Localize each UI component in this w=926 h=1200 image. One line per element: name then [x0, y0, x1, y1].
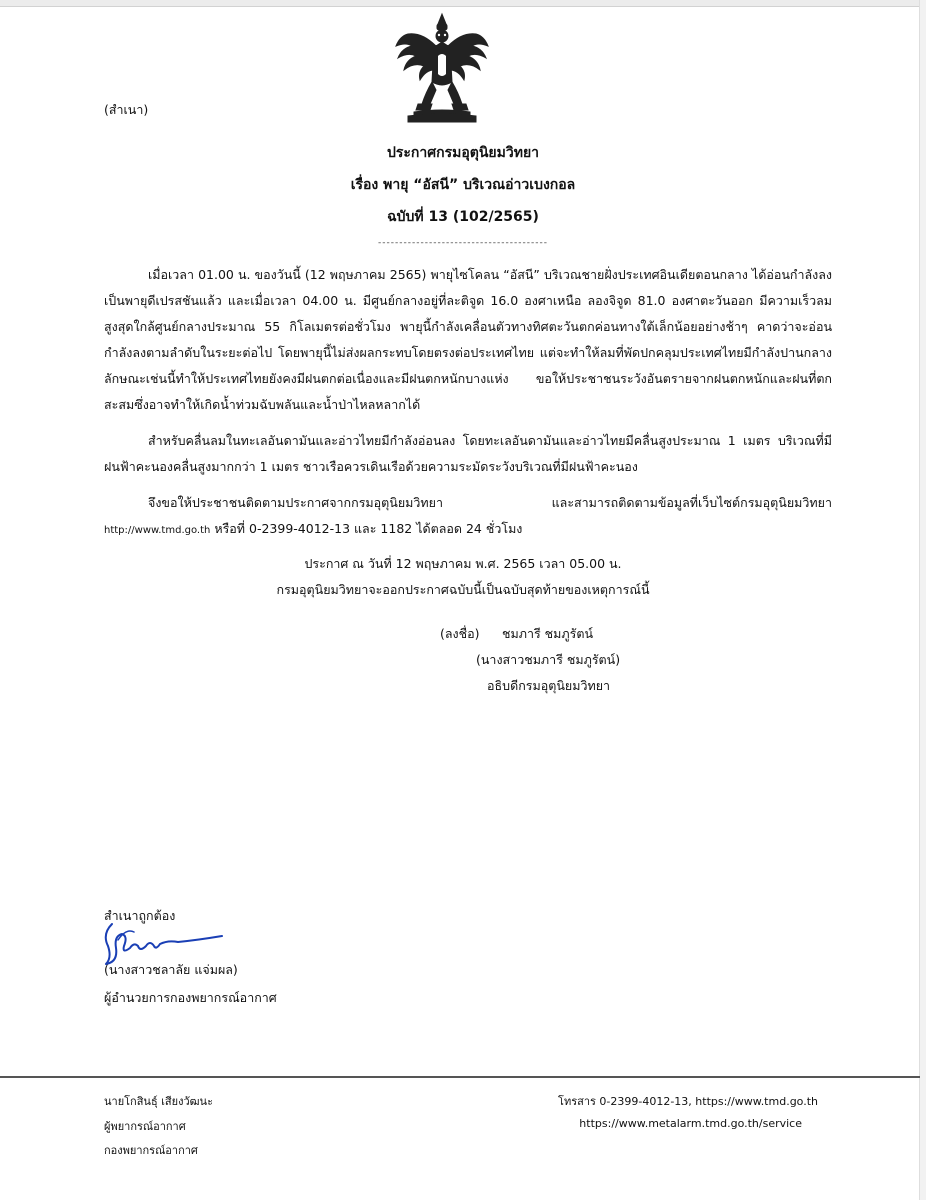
garuda-emblem-icon [392, 12, 492, 124]
signatory-name: ชมภารี ชมภูรัตน์ [502, 626, 594, 641]
tmd-website-link[interactable]: http://www.tmd.go.th [104, 525, 211, 536]
announcement-title: ประกาศกรมอุตุนิยมวิทยา [386, 145, 540, 161]
signatory-position: อธิบดีกรมอุตุนิยมวิทยา [487, 678, 611, 693]
paragraph-storm-status: เมื่อเวลา 01.00 น. ของวันนี้ (12 พฤษภาคม 2565) พายุไซโคลน “อัสนี” บริเวณชายฝั่งประเทศอินเดียตอนกลาง ได้อ่อนกำลังลงเป็นพายุดีเปรสชันแล้ว และเมื่อเวลา 04.00 น. มีศูนย์กลางอยู่ที่ละติจูด 16.0 องศาเหนือ ลองจิจูด 81.0 องศาตะวันออก มีความเร็วลมสูงสุดใกล้ศูนย์กลางประมาณ 55 กิโลเมตรต่อชั่วโมง พายุนี้กำลังเคลื่อนตัวทางทิศตะวันตกค่อนทางใต้เล็กน้อยอย่างช้าๆ คาดว่าจะอ่อนกำลังลงตามลำดับในระยะต่อไป โดยพายุนี้ไม่ส่งผลกระทบโดยตรงต่อประเทศไทย แต่จะทำให้ลมที่พัดปกคลุมประเทศไทยมีกำลังปานกลาง ลักษณะเช่นนี้ทำให้ประเทศไทยยังคงมีฝนตกต่อเนื่องและมีฝนตกหนักบางแห่ง ขอให้ประชาชนระวังอันตรายจากฝนตกหนักและฝนที่ตกสะสมซึ่งอาจทำให้เกิดน้ำท่วมฉับพลันและน้ำป่าไหลหลากได้ [104, 267, 832, 412]
page-top-edge [0, 0, 926, 7]
footer-service-link[interactable]: https://www.metalarm.tmd.go.th/service [579, 1117, 802, 1130]
footer-division: กองพยากรณ์อากาศ [104, 1144, 198, 1157]
footer-forecaster-name: นายโกสินธุ์ เสียงวัฒนะ [104, 1095, 213, 1108]
paragraph-follow-updates [104, 490, 832, 544]
title-separator: ---------------------------------------- [378, 238, 548, 248]
announcement-date: ประกาศ ณ วันที่ 12 พฤษภาคม พ.ศ. 2565 เวลา 05.00 น. [304, 556, 622, 571]
contact-hotline-text: หรือที่ 0-2399-4012-13 และ 1182 ได้ตลอด 24 ชั่วโมง [214, 521, 523, 536]
certifier-position: ผู้อำนวยการกองพยากรณ์อากาศ [104, 990, 277, 1005]
certifier-name: (นางสาวชลาลัย แจ่มผล) [104, 962, 238, 977]
certified-copy-label: สำเนาถูกต้อง [104, 908, 176, 923]
signed-prefix: (ลงชื่อ) [440, 626, 480, 641]
announcement-issue: ฉบับที่ 13 (102/2565) [387, 209, 539, 225]
footer-fax-and-website: โทรสาร 0-2399-4012-13, https://www.tmd.go.th [558, 1095, 818, 1108]
final-issue-note: กรมอุตุนิยมวิทยาจะออกประกาศฉบับนี้เป็นฉบับสุดท้ายของเหตุการณ์นี้ [276, 582, 650, 597]
footer-forecaster-role: ผู้พยากรณ์อากาศ [104, 1120, 186, 1133]
copy-label: (สำเนา) [104, 102, 149, 117]
follow-updates-text: จึงขอให้ประชาชนติดตามประกาศจากกรมอุตุนิยมวิทยา และสามารถติดตามข้อมูลที่เว็บไซต์กรมอุตุนิยมวิทยา [148, 495, 832, 510]
signatory-full-name: (นางสาวชมภารี ชมภูรัตน์) [476, 652, 621, 667]
footer-divider [0, 1076, 920, 1078]
paragraph-sea-conditions: สำหรับคลื่นลมในทะเลอันดามันและอ่าวไทยมีกำลังอ่อนลง โดยทะเลอันดามันและอ่าวไทยมีคลื่นสูงประมาณ 1 เมตร บริเวณที่มีฝนฟ้าคะนองคลื่นสูงมากกว่า 1 เมตร ชาวเรือควรเดินเรือด้วยความระมัดระวังบริเวณที่มีฝนฟ้าคะนอง [104, 433, 832, 474]
announcement-subject: เรื่อง พายุ “อัสนี” บริเวณอ่าวเบงกอล [350, 177, 576, 193]
